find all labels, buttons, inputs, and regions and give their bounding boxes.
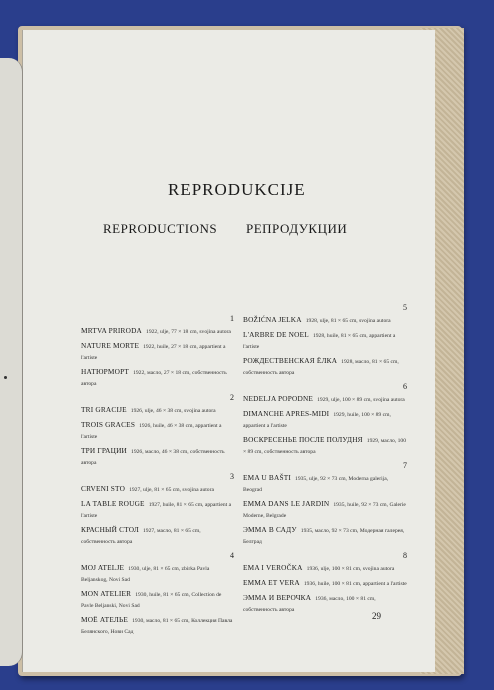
right-column <box>243 302 407 618</box>
artwork-details: 1928, huile, 81 × 65 cm, appartient a l'artiste <box>243 333 396 350</box>
artwork-details: 1936, huile, 100 × 81 cm, appartient a l'artiste <box>303 581 407 587</box>
artwork-details: 1935, ulje, 92 × 73 cm, Moderna galerija, Beograd <box>243 476 389 493</box>
artwork-details: 1935, масло, 92 × 73 cm, Модерная галерея, Белград <box>243 528 405 545</box>
artwork-title: EMA I VEROČKA <box>243 563 303 572</box>
artwork-details: 1930, ulje, 81 × 65 cm, zbirka Pavla Beljanskog, Novi Sad <box>81 566 210 583</box>
artwork-details: 1930, масло, 81 × 65 cm, Коллекция Павла Белянского, Нови Сад <box>81 618 233 635</box>
page-number: 29 <box>372 611 381 621</box>
reproduction-entry <box>243 577 407 588</box>
artwork-details: 1935, huile, 92 × 73 cm, Galerie Moderne, Belgrade <box>243 502 406 519</box>
artwork-title: L'ARBRE DE NOEL <box>243 330 309 339</box>
reproduction-entry <box>243 393 407 404</box>
reproduction-entry <box>243 434 407 456</box>
artwork-title: ЭММА И ВЕРОЧКА <box>243 593 312 602</box>
reproduction-entry <box>81 445 234 467</box>
margin-mark <box>4 376 7 379</box>
reproduction-entry <box>81 404 234 415</box>
artwork-title: TROIS GRACES <box>81 420 136 429</box>
artwork-title: NATURE MORTE <box>81 341 140 350</box>
artwork-details: 1936, масло, 100 × 81 cm, собственность автора <box>243 596 376 613</box>
artwork-details: 1929, масло, 100 × 89 cm, собственность автора <box>243 438 406 455</box>
artwork-title: ЭММА В САДУ <box>243 525 297 534</box>
artwork-details: 1929, huile, 100 × 89 cm, appartient a l'artiste <box>243 412 391 429</box>
reproduction-group <box>243 302 407 377</box>
artwork-title: EMA U BAŠTI <box>243 473 292 482</box>
reproduction-entry <box>81 562 234 584</box>
artwork-details: 1928, масло, 81 × 65 cm, собственность автора <box>243 359 399 376</box>
reproduction-entry <box>81 483 234 494</box>
artwork-title: TRI GRACIJE <box>81 405 127 414</box>
reproduction-entry <box>243 314 407 325</box>
reproduction-number: 7 <box>403 461 407 470</box>
reproduction-entry <box>243 524 407 546</box>
book-page <box>22 30 435 672</box>
reproduction-entry <box>81 325 234 336</box>
reproduction-entry <box>81 419 234 441</box>
artwork-title: КРАСНЫЙ СТОЛ <box>81 525 139 534</box>
reproduction-group <box>243 550 407 614</box>
artwork-details: 1922, ulje, 77 × 18 cm, svojina autora <box>146 329 231 335</box>
artwork-details: 1927, huile, 81 × 65 cm, appartient a l'artiste <box>81 502 232 519</box>
reproduction-group <box>81 471 234 546</box>
reproduction-number: 5 <box>403 303 407 312</box>
artwork-details: 1927, масло, 81 × 65 cm, собственность автора <box>81 528 201 545</box>
reproduction-entry <box>81 614 234 636</box>
reproduction-number: 3 <box>230 472 234 481</box>
artwork-title: LA TABLE ROUGE <box>81 499 145 508</box>
reproduction-number: 2 <box>230 393 234 402</box>
page-title: REPRODUKCIJE <box>168 180 306 199</box>
reproduction-entry <box>81 498 234 520</box>
artwork-details: 1928, ulje, 81 × 65 cm, svojina autora <box>305 318 391 324</box>
reproduction-group <box>81 392 234 467</box>
artwork-title: MON ATELIER <box>81 589 132 598</box>
reproduction-number: 4 <box>230 551 234 560</box>
reproduction-group <box>81 550 234 636</box>
left-page-edge <box>0 58 23 666</box>
reproduction-entry <box>243 592 407 614</box>
reproduction-entry <box>243 329 407 351</box>
artwork-title: NEDELJA POPODNE <box>243 394 314 403</box>
reproduction-group <box>81 313 234 388</box>
artwork-title: НАТЮРМОРТ <box>81 367 130 376</box>
reproduction-group <box>243 460 407 546</box>
reproduction-entry <box>243 562 407 573</box>
artwork-details: 1936, ulje, 100 × 81 cm, svojina autora <box>306 566 395 572</box>
reproduction-entry <box>243 355 407 377</box>
artwork-details: 1927, ulje, 81 × 65 cm, svojina autora <box>129 487 214 493</box>
artwork-title: EMMA DANS LE JARDIN <box>243 499 330 508</box>
reproduction-entry <box>243 498 407 520</box>
reproduction-group <box>243 381 407 456</box>
artwork-title: ВОСКРЕСЕНЬЕ ПОСЛЕ ПОЛУДНЯ <box>243 435 363 444</box>
reproduction-entry <box>243 408 407 430</box>
artwork-title: MRTVA PRIRODA <box>81 326 143 335</box>
artwork-details: 1926, huile, 46 × 38 cm, appartient a l'artiste <box>81 423 222 440</box>
artwork-details: 1926, масло, 46 × 38 cm, собственность автора <box>81 449 225 466</box>
reproduction-number: 1 <box>230 314 234 323</box>
reproduction-entry <box>81 588 234 610</box>
subtitle-russian: РЕПРОДУКЦИИ <box>246 221 348 236</box>
artwork-details: 1930, huile, 81 × 65 cm, Collection de Pavle Beljanski, Novi Sad <box>81 592 222 609</box>
left-column <box>81 313 234 640</box>
subtitle-english: REPRODUCTIONS <box>103 221 218 236</box>
artwork-title: DIMANCHE APRES-MIDI <box>243 409 330 418</box>
reproduction-number: 6 <box>403 382 407 391</box>
reproduction-entry <box>81 524 234 546</box>
artwork-title: EMMA ET VERA <box>243 578 300 587</box>
artwork-title: РОЖДЕСТВЕНСКАЯ ЁЛКА <box>243 356 338 365</box>
reproduction-entry <box>81 340 234 362</box>
artwork-details: 1929, ulje, 100 × 89 cm, svojina autora <box>317 397 405 403</box>
artwork-details: 1922, huile, 27 × 18 cm, appartient a l'artiste <box>81 344 226 361</box>
artwork-details: 1926, ulje, 46 × 38 cm, svojina autora <box>130 408 216 414</box>
artwork-title: BOŽIĆNA JELKA <box>243 315 302 324</box>
artwork-title: МОЁ АТЕЛЬЕ <box>81 615 129 624</box>
reproduction-entry <box>81 366 234 388</box>
artwork-title: CRVENI STO <box>81 484 126 493</box>
artwork-title: MOJ ATELJE <box>81 563 125 572</box>
reproduction-entry <box>243 472 407 494</box>
reproduction-number: 8 <box>403 551 407 560</box>
artwork-details: 1922, масло, 27 × 18 cm, собственность автора <box>81 370 227 387</box>
artwork-title: ТРИ ГРАЦИИ <box>81 446 128 455</box>
